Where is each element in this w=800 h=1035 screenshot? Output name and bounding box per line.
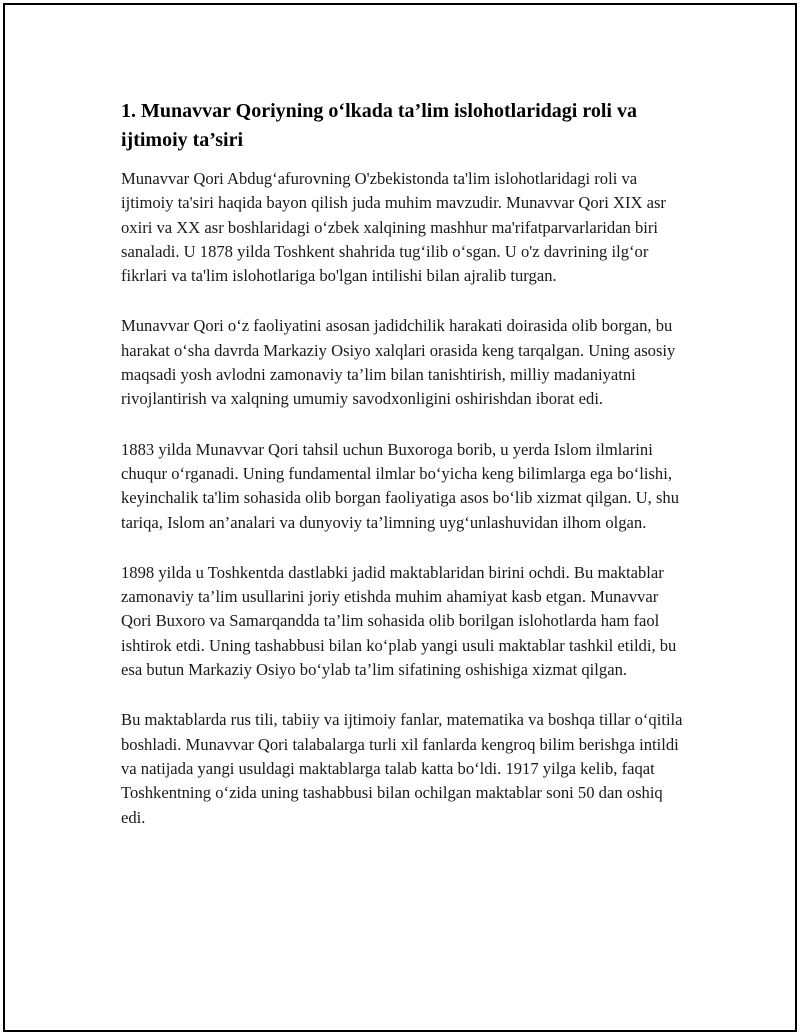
document-body — [121, 97, 691, 856]
paragraph-2: Munavvar Qori o‘z faoliyatini asosan jadidchilik harakati doirasida olib borgan, bu harakat o‘sha davrda Markaziy Osiyo xalqlari orasida keng tarqalgan. Uning asosiy maqsadi yosh avlodni zamonaviy ta’lim bilan tanishtirish, milliy madaniyatni rivojlantirish va xalqning umumiy savodxonligini oshirishdan iborat edi. — [121, 316, 676, 409]
page-frame — [3, 3, 797, 1032]
paragraph-5: Bu maktablarda rus tili, tabiiy va ijtimoiy fanlar, matematika va boshqa tillar o‘qitila boshladi. Munavvar Qori talabalarga turli xil fanlarda kengroq bilim berishga intildi va natijada yangi usuldagi maktablarga talab katta bo‘ldi. 1917 yilga kelib, faqat Toshkentning o‘zida uning tashabbusi bilan ochilgan maktablar soni 50 dan oshiq edi. — [121, 710, 683, 827]
paragraph-1: Munavvar Qori Abdug‘afurovning O'zbekistonda ta'lim islohotlaridagi roli va ijtimoiy ta'siri haqida bayon qilish juda muhim mavzudir. Munavvar Qori XIX asr oxiri va XX asr boshlaridagi o‘zbek xalqining mashhur ma'rifatparvarlaridan biri sanaladi. U 1878 yilda Toshkent shahrida tug‘ilib o‘sgan. U o'z davrining ilg‘or fikrlari va ta'lim islohotlariga bo'lgan intilishi bilan ajralib turgan. — [121, 169, 666, 286]
paragraph-3: 1883 yilda Munavvar Qori tahsil uchun Buxoroga borib, u yerda Islom ilmlarini chuqur o‘rganadi. Uning fundamental ilmlar bo‘yicha keng bilimlarga ega bo‘lishi, keyinchalik ta'lim sohasida olib borgan faoliyatiga asos bo‘lib xizmat qilgan. U, shu tariqa, Islom an’analari va dunyoviy ta’limning uyg‘unlashuvidan ilhom olgan. — [121, 439, 680, 532]
paragraph-4: 1898 yilda u Toshkentda dastlabki jadid maktablaridan birini ochdi. Bu maktablar zamonaviy ta’lim usullarini joriy etishda muhim ahamiyat kasb etgan. Munavvar Qori Buxoro va Samarqandda ta’lim sohasida olib borilgan islohotlarda ham faol ishtirok etdi. Uning tashabbusi bilan ko‘plab yangi usuli maktablar tashkil etildi, bu esa butun Markaziy Osiyo bo‘ylab ta’lim sifatining oshishiga xizmat qilgan. — [121, 562, 677, 680]
document-title: 1. Munavvar Qoriyning o‘lkada ta’lim islohotlaridagi roli va ijtimoiy ta’siri — [121, 100, 637, 151]
